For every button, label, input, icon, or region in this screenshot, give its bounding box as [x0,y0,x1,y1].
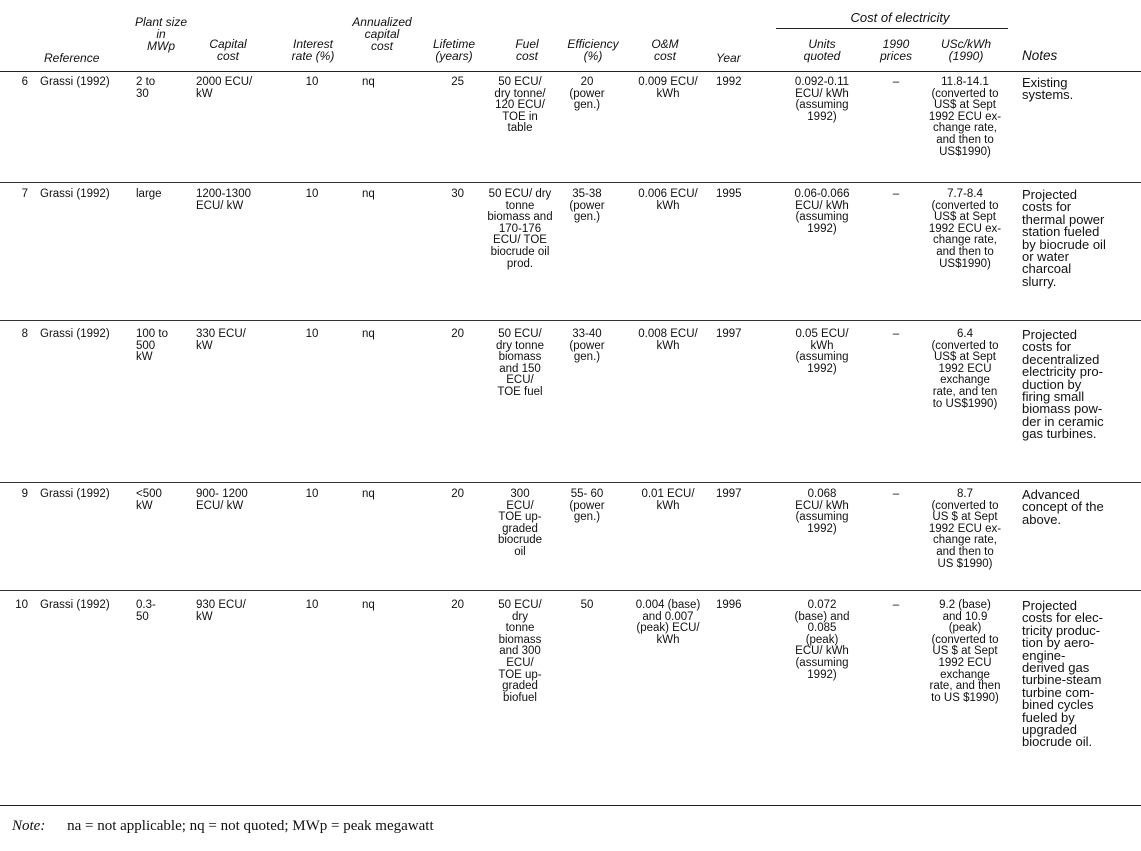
notes-cell: Existing systems. [1022,75,1074,103]
header-lifetime: Lifetime (years) [432,37,476,63]
row-divider [0,590,1141,591]
year-cell: 1992 [716,76,742,88]
row-number: 8 [21,328,28,340]
annualized-cost-cell: nq [362,328,375,340]
annualized-cost-cell: nq [362,599,375,611]
capital-cost-cell: 930 ECU/ kW [196,599,246,623]
om-cost-cell: 0.006 ECU/ kWh [638,188,698,212]
usc-kwh-cell: 9.2 (base) and 10.9 (peak) (converted to US $ at Sept 1992 ECU exchange rate, and then to US $1990) [929,599,1001,704]
om-cost-cell: 0.004 (base) and 0.007 (peak) ECU/ kWh [635,599,701,646]
fuel-cost-cell: 300 ECU/ TOE up- graded biocrude oil [497,488,543,558]
prices-1990-cell: – [892,488,900,500]
plant-size-cell: 2 to 30 [136,76,156,100]
header-year: Year [716,51,741,65]
header-plant-size: Plant size in MWp [134,15,188,53]
table-bottom-rule [0,805,1141,806]
notes-cell: Projected costs for elec- tricity produc- tion by aero- engine- derived gas turbine-steam turbine com- bined cycles fueled by upgraded biocrude oil. [1022,598,1103,750]
row-number: 9 [21,488,28,500]
plant-size-cell: 0.3- 50 [136,599,156,623]
interest-rate-cell: 10 [305,599,319,611]
usc-kwh-cell: 7.7-8.4 (converted to US$ at Sept 1992 ECU ex- change rate, and then to US$1990) [928,188,1002,270]
header-1990-prices: 1990 prices [879,37,912,63]
row-divider [0,482,1141,483]
header-fuel-cost: Fuel cost [515,37,539,63]
usc-kwh-cell: 11.8-14.1 (converted to US$ at Sept 1992 ECU ex- change rate, and then to US$1990) [928,76,1002,158]
plant-size-cell: <500 kW [136,488,162,512]
prices-1990-cell: – [892,328,900,340]
efficiency-cell: 35-38 (power gen.) [569,188,605,224]
header-usc-kwh: USc/kWh (1990) [940,37,991,63]
om-cost-cell: 0.009 ECU/ kWh [638,76,698,100]
fuel-cost-cell: 50 ECU/ dry tonne biomass and 300 ECU/ TOE up- graded biofuel [498,599,542,704]
row-number: 6 [21,76,28,88]
capital-cost-cell: 330 ECU/ kW [196,328,246,352]
footnote-text: na = not applicable; nq = not quoted; MWp = peak megawatt [67,818,434,834]
header-units-quoted: Units quoted [803,37,841,63]
fuel-cost-cell: 50 ECU/ dry tonne biomass and 170-176 ECU/ TOE biocrude oil prod. [487,188,553,270]
prices-1990-cell: – [892,599,900,611]
units-quoted-cell: 0.092-0.11 ECU/ kWh (assuming 1992) [794,76,850,123]
header-efficiency: Efficiency (%) [567,37,619,63]
header-om-cost: O&M cost [651,37,679,63]
om-cost-cell: 0.008 ECU/ kWh [638,328,698,352]
units-quoted-cell: 0.068 ECU/ kWh (assuming 1992) [795,488,849,535]
year-cell: 1997 [716,488,742,500]
efficiency-cell: 33-40 (power gen.) [569,328,605,364]
header-group-rule [776,28,1008,29]
units-quoted-cell: 0.072 (base) and 0.085 (peak) ECU/ kWh (assuming 1992) [794,599,850,681]
efficiency-cell: 20 (power gen.) [569,76,605,112]
lifetime-cell: 30 [451,188,464,200]
capital-cost-cell: 900- 1200 ECU/ kW [196,488,248,512]
prices-1990-cell: – [892,76,900,88]
header-rule [0,71,1141,72]
units-quoted-cell: 0.05 ECU/ kWh (assuming 1992) [795,328,849,375]
header-capital-cost: Capital cost [209,37,247,63]
reference-cell: Grassi (1992) [40,76,110,88]
annualized-cost-cell: nq [362,76,375,88]
notes-cell: Projected costs for thermal power station fueled by biocrude oil or water charcoal slurry. [1022,187,1106,289]
header-cost-of-electricity: Cost of electricity [850,10,950,25]
efficiency-cell: 50 [580,599,594,611]
interest-rate-cell: 10 [305,76,319,88]
header-annualized-capital-cost: Annualized capital cost [352,15,412,53]
footnote-label: Note: [12,818,46,834]
efficiency-cell: 55- 60 (power gen.) [569,488,605,524]
row-number: 7 [21,188,28,200]
usc-kwh-cell: 8.7 (converted to US $ at Sept 1992 ECU ex- change rate, and then to US $1990) [928,488,1002,570]
reference-cell: Grassi (1992) [40,488,110,500]
lifetime-cell: 20 [451,488,464,500]
plant-size-cell: 100 to 500 kW [136,328,168,364]
lifetime-cell: 20 [451,328,464,340]
interest-rate-cell: 10 [305,188,319,200]
capital-cost-cell: 1200-1300 ECU/ kW [196,188,251,212]
plant-size-cell: large [136,188,162,200]
capital-cost-cell: 2000 ECU/ kW [196,76,253,100]
lifetime-cell: 20 [451,599,464,611]
year-cell: 1997 [716,328,742,340]
usc-kwh-cell: 6.4 (converted to US$ at Sept 1992 ECU exchange rate, and ten to US$1990) [931,328,999,410]
fuel-cost-cell: 50 ECU/ dry tonne/ 120 ECU/ TOE in table [494,76,546,135]
annualized-cost-cell: nq [362,188,375,200]
lifetime-cell: 25 [451,76,464,88]
row-divider [0,320,1141,321]
table-footnote [12,818,434,835]
header-interest-rate: Interest rate (%) [291,37,335,63]
fuel-cost-cell: 50 ECU/ dry tonne biomass and 150 ECU/ TOE fuel [496,328,544,398]
header-reference: Reference [44,51,100,65]
row-divider [0,182,1141,183]
annualized-cost-cell: nq [362,488,375,500]
notes-cell: Projected costs for decentralized electricity pro- duction by firing small biomass pow- der in ceramic gas turbines. [1022,327,1104,442]
reference-cell: Grassi (1992) [40,188,110,200]
units-quoted-cell: 0.06-0.066 ECU/ kWh (assuming 1992) [794,188,850,235]
reference-cell: Grassi (1992) [40,599,110,611]
year-cell: 1995 [716,188,742,200]
reference-cell: Grassi (1992) [40,328,110,340]
interest-rate-cell: 10 [305,328,319,340]
row-number: 10 [15,599,28,611]
prices-1990-cell: – [892,188,900,200]
year-cell: 1996 [716,599,742,611]
header-notes: Notes [1022,48,1058,63]
notes-cell: Advanced concept of the above. [1022,487,1104,527]
om-cost-cell: 0.01 ECU/ kWh [641,488,695,512]
interest-rate-cell: 10 [305,488,319,500]
